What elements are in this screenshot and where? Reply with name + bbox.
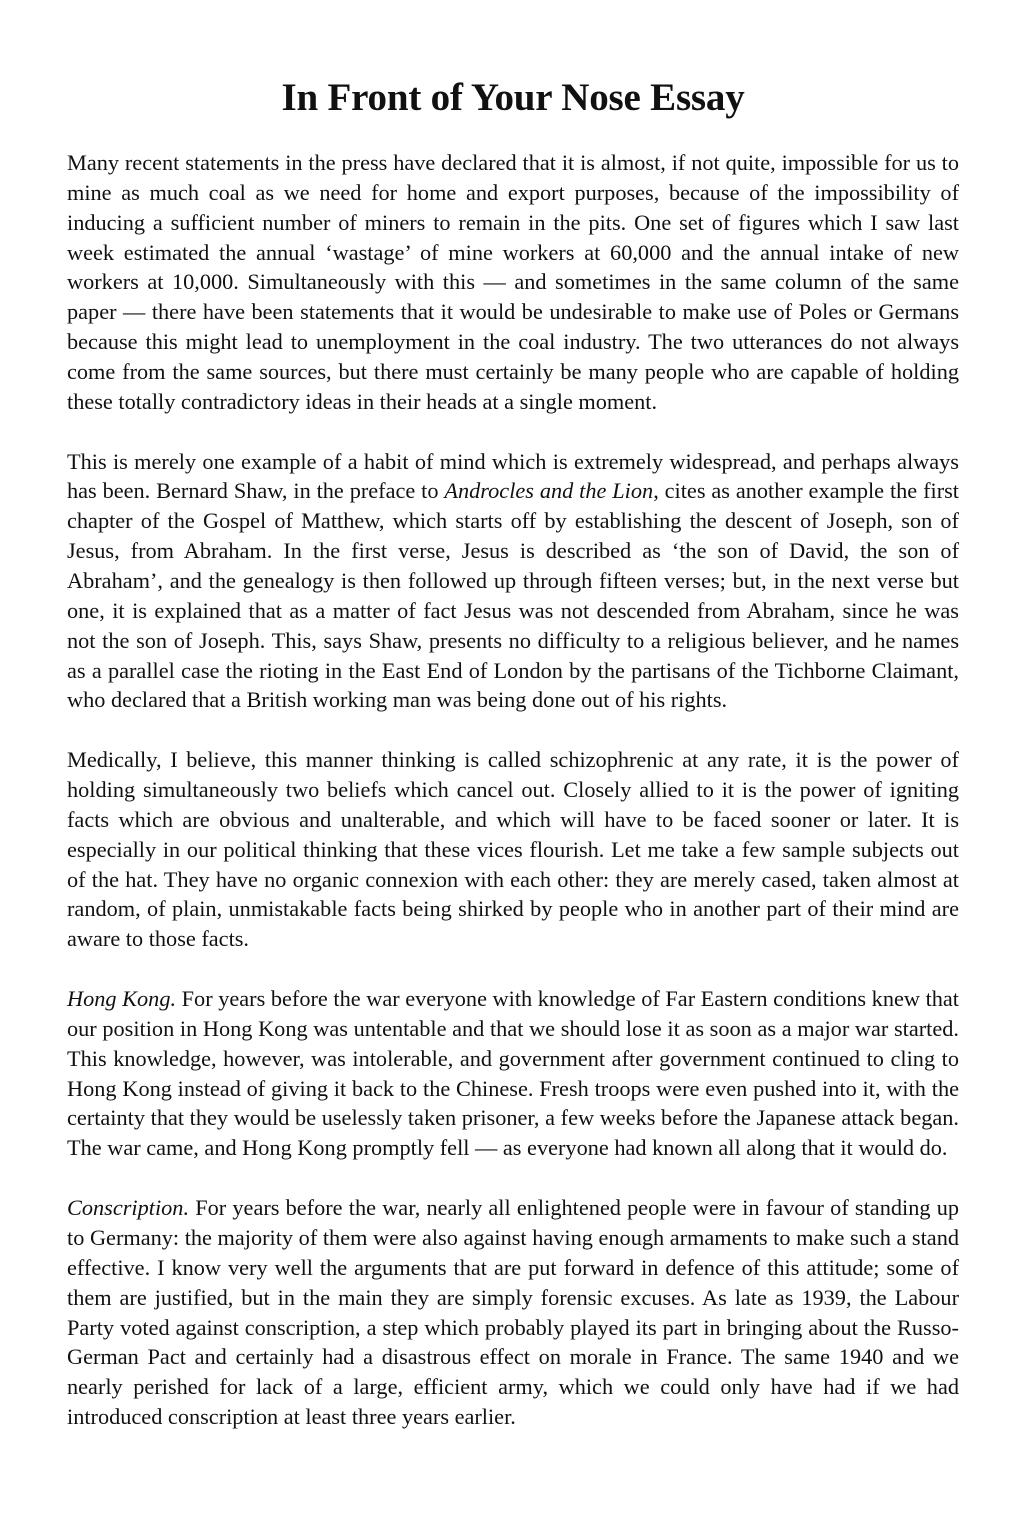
paragraph-text: Many recent statements in the press have declared that it is almost, if not quite, impossible for us to mine as much coal as we need for home and export purposes, because of the impossibility of inducing a sufficient number of miners to remain in the pits. One set of figures which I saw last week estimated the annual ‘wastage’ of mine workers at 60,000 and the annual intake of new workers at 10,000. Simultaneously with this — and sometimes in the same column of the same paper — there have been statements that it would be undesirable to make use of Poles or Germans because this might lead to unemployment in the coal industry. The two utterances do not always come from the same sources, but there must certainly be many people who are capable of holding these totally contradictory ideas in their heads at a single moment. [67,150,959,414]
document-page [67,70,959,1462]
document-title: In Front of Your Nose Essay [281,76,745,119]
paragraph-coal [67,148,959,417]
paragraph-shaw [67,447,959,716]
paragraph-text: Medically, I believe, this manner thinking is called schizophrenic at any rate, it is the power of holding simultaneously two beliefs which cancel out. Closely allied to it is the power of igniting facts which are obvious and unalterable, and which will have to be faced sooner or later. It is especially in our political thinking that these vices flourish. Let me take a few sample subjects out of the hat. They have no organic connexion with each other: they are merely cased, taken almost at random, of plain, unmistakable facts being shirked by people who in another part of their mind are aware to those facts. [67,747,959,952]
paragraph-schizophrenic [67,745,959,954]
paragraph-conscription [67,1193,959,1432]
paragraph-text: For years before the war, nearly all enlightened people were in favour of standing up to Germany: the majority of them were also against having enough armaments to make such a stand effective. I know very well the arguments that are put forward in defence of this attitude; some of them are justified, but in the main they are simply forensic excuses. As late as 1939, the Labour Party voted against conscription, a step which probably played its part in bringing about the Russo-German Pact and certainly had a disastrous effect on morale in France. The same 1940 and we nearly perished for lack of a large, efficient army, which we could only have had if we had introduced conscription at least three years earlier. [67,1195,959,1430]
section-lead: Conscription. [67,1195,190,1221]
paragraph-text: , cites as another example the first chapter of the Gospel of Matthew, which starts off by establishing the descent of Joseph, son of Jesus, from Abraham. In the first verse, Jesus is described as ‘the son of David, the son of Abraham’, and the genealogy is then followed up through fifteen verses; but, in the next verse but one, it is explained that as a matter of fact Jesus was not descended from Abraham, since he was not the son of Joseph. This, says Shaw, presents no difficulty to a religious believer, and he names as a parallel case the rioting in the East End of London by the partisans of the Tichborne Claimant, who declared that a British working man was being done out of his rights. [67,478,959,713]
book-title: Androcles and the Lion [444,478,654,504]
paragraph-text: For years before the war everyone with knowledge of Far Eastern conditions knew that our position in Hong Kong was untentable and that we should lose it as soon as a major war started. This knowledge, however, was intolerable, and government after government continued to cling to Hong Kong instead of giving it back to the Chinese. Fresh troops were even pushed into it, with the certainty that they would be uselessly taken prisoner, a few weeks before the Japanese attack began. The war came, and Hong Kong promptly fell — as everyone had known all along that it would do. [67,986,960,1161]
paragraph-text: This is merely one example of a habit of mind which is extremely widespread, and perhaps always has been. Bernard Shaw, in the preface to [67,448,959,504]
section-lead: Hong Kong. [67,986,177,1012]
paragraph-hong-kong [67,984,959,1163]
